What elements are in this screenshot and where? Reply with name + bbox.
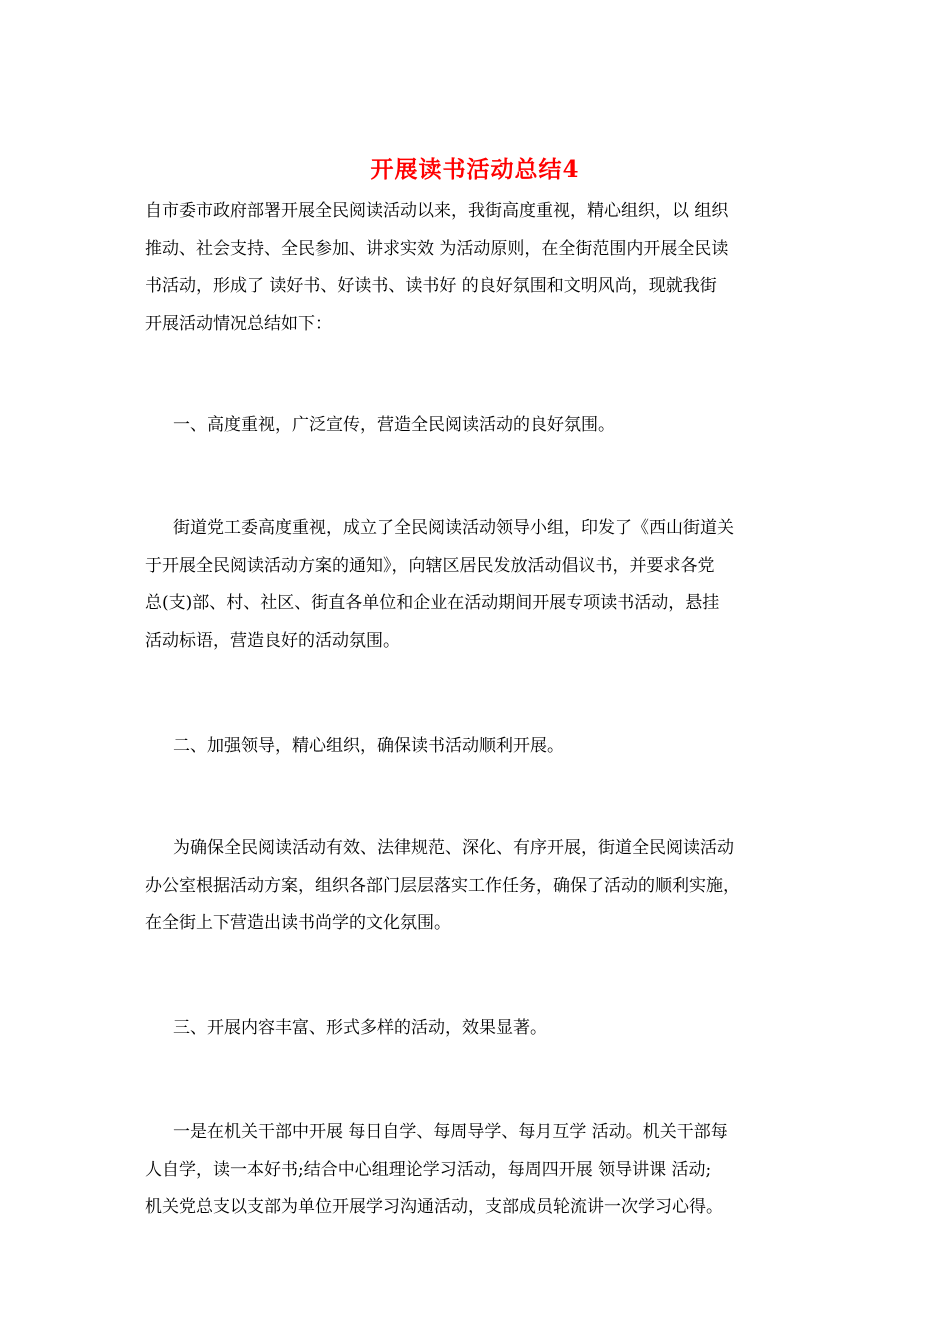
heading-text: 二、加强领导，精心组织，确保读书活动顺利开展。 <box>173 736 564 756</box>
document-title: 开展读书活动总结4 <box>370 156 580 183</box>
text-line: 总(支)部、村、社区、街直各单位和企业在活动期间开展专项读书活动，悬挂 <box>145 593 720 613</box>
text-line: 于开展全民阅读活动方案的通知》，向辖区居民发放活动倡议书，并要求各党 <box>145 555 715 576</box>
section-heading-2 <box>145 728 807 766</box>
text-line: 自市委市政府部署开展全民阅读活动以来，我街高度重视，精心组织，以 组织 <box>145 201 729 221</box>
text-line: 人自学，读一本好书;结合中心组理论学习活动，每周四开展 领导讲课 活动; <box>145 1159 712 1180</box>
section-paragraph-3 <box>145 1114 807 1227</box>
text-line: 开展活动情况总结如下： <box>145 313 332 334</box>
text-line: 活动标语，营造良好的活动氛围。 <box>145 630 400 651</box>
text-line: 为确保全民阅读活动有效、法律规范、深化、有序开展，街道全民阅读活动 <box>173 838 734 858</box>
text-line: 推动、社会支持、全民参加、讲求实效 为活动原则，在全街范围内开展全民读 <box>145 238 729 259</box>
section-heading-1 <box>145 407 807 445</box>
section-paragraph-1 <box>145 510 807 660</box>
text-line: 机关党总支以支部为单位开展学习沟通活动，支部成员轮流讲一次学习心得。 <box>145 1197 723 1217</box>
text-line: 在全街上下营造出读书尚学的文化氛围。 <box>145 913 451 933</box>
section-paragraph-2 <box>145 830 807 943</box>
text-line: 办公室根据活动方案，组织各部门层层落实工作任务，确保了活动的顺利实施， <box>145 875 740 896</box>
text-line: 街道党工委高度重视，成立了全民阅读活动领导小组，印发了《西山街道关 <box>173 518 734 538</box>
heading-text: 三、开展内容丰富、形式多样的活动，效果显著。 <box>173 1018 547 1038</box>
heading-text: 一、高度重视，广泛宣传，营造全民阅读活动的良好氛围。 <box>173 415 615 435</box>
text-line: 书活动，形成了 读好书、好读书、读书好 的良好氛围和文明风尚，现就我街 <box>145 276 717 296</box>
section-heading-3 <box>145 1010 807 1048</box>
intro-paragraph <box>145 193 807 343</box>
text-line: 一是在机关干部中开展 每日自学、每周导学、每月互学 活动。机关干部每 <box>173 1122 728 1142</box>
